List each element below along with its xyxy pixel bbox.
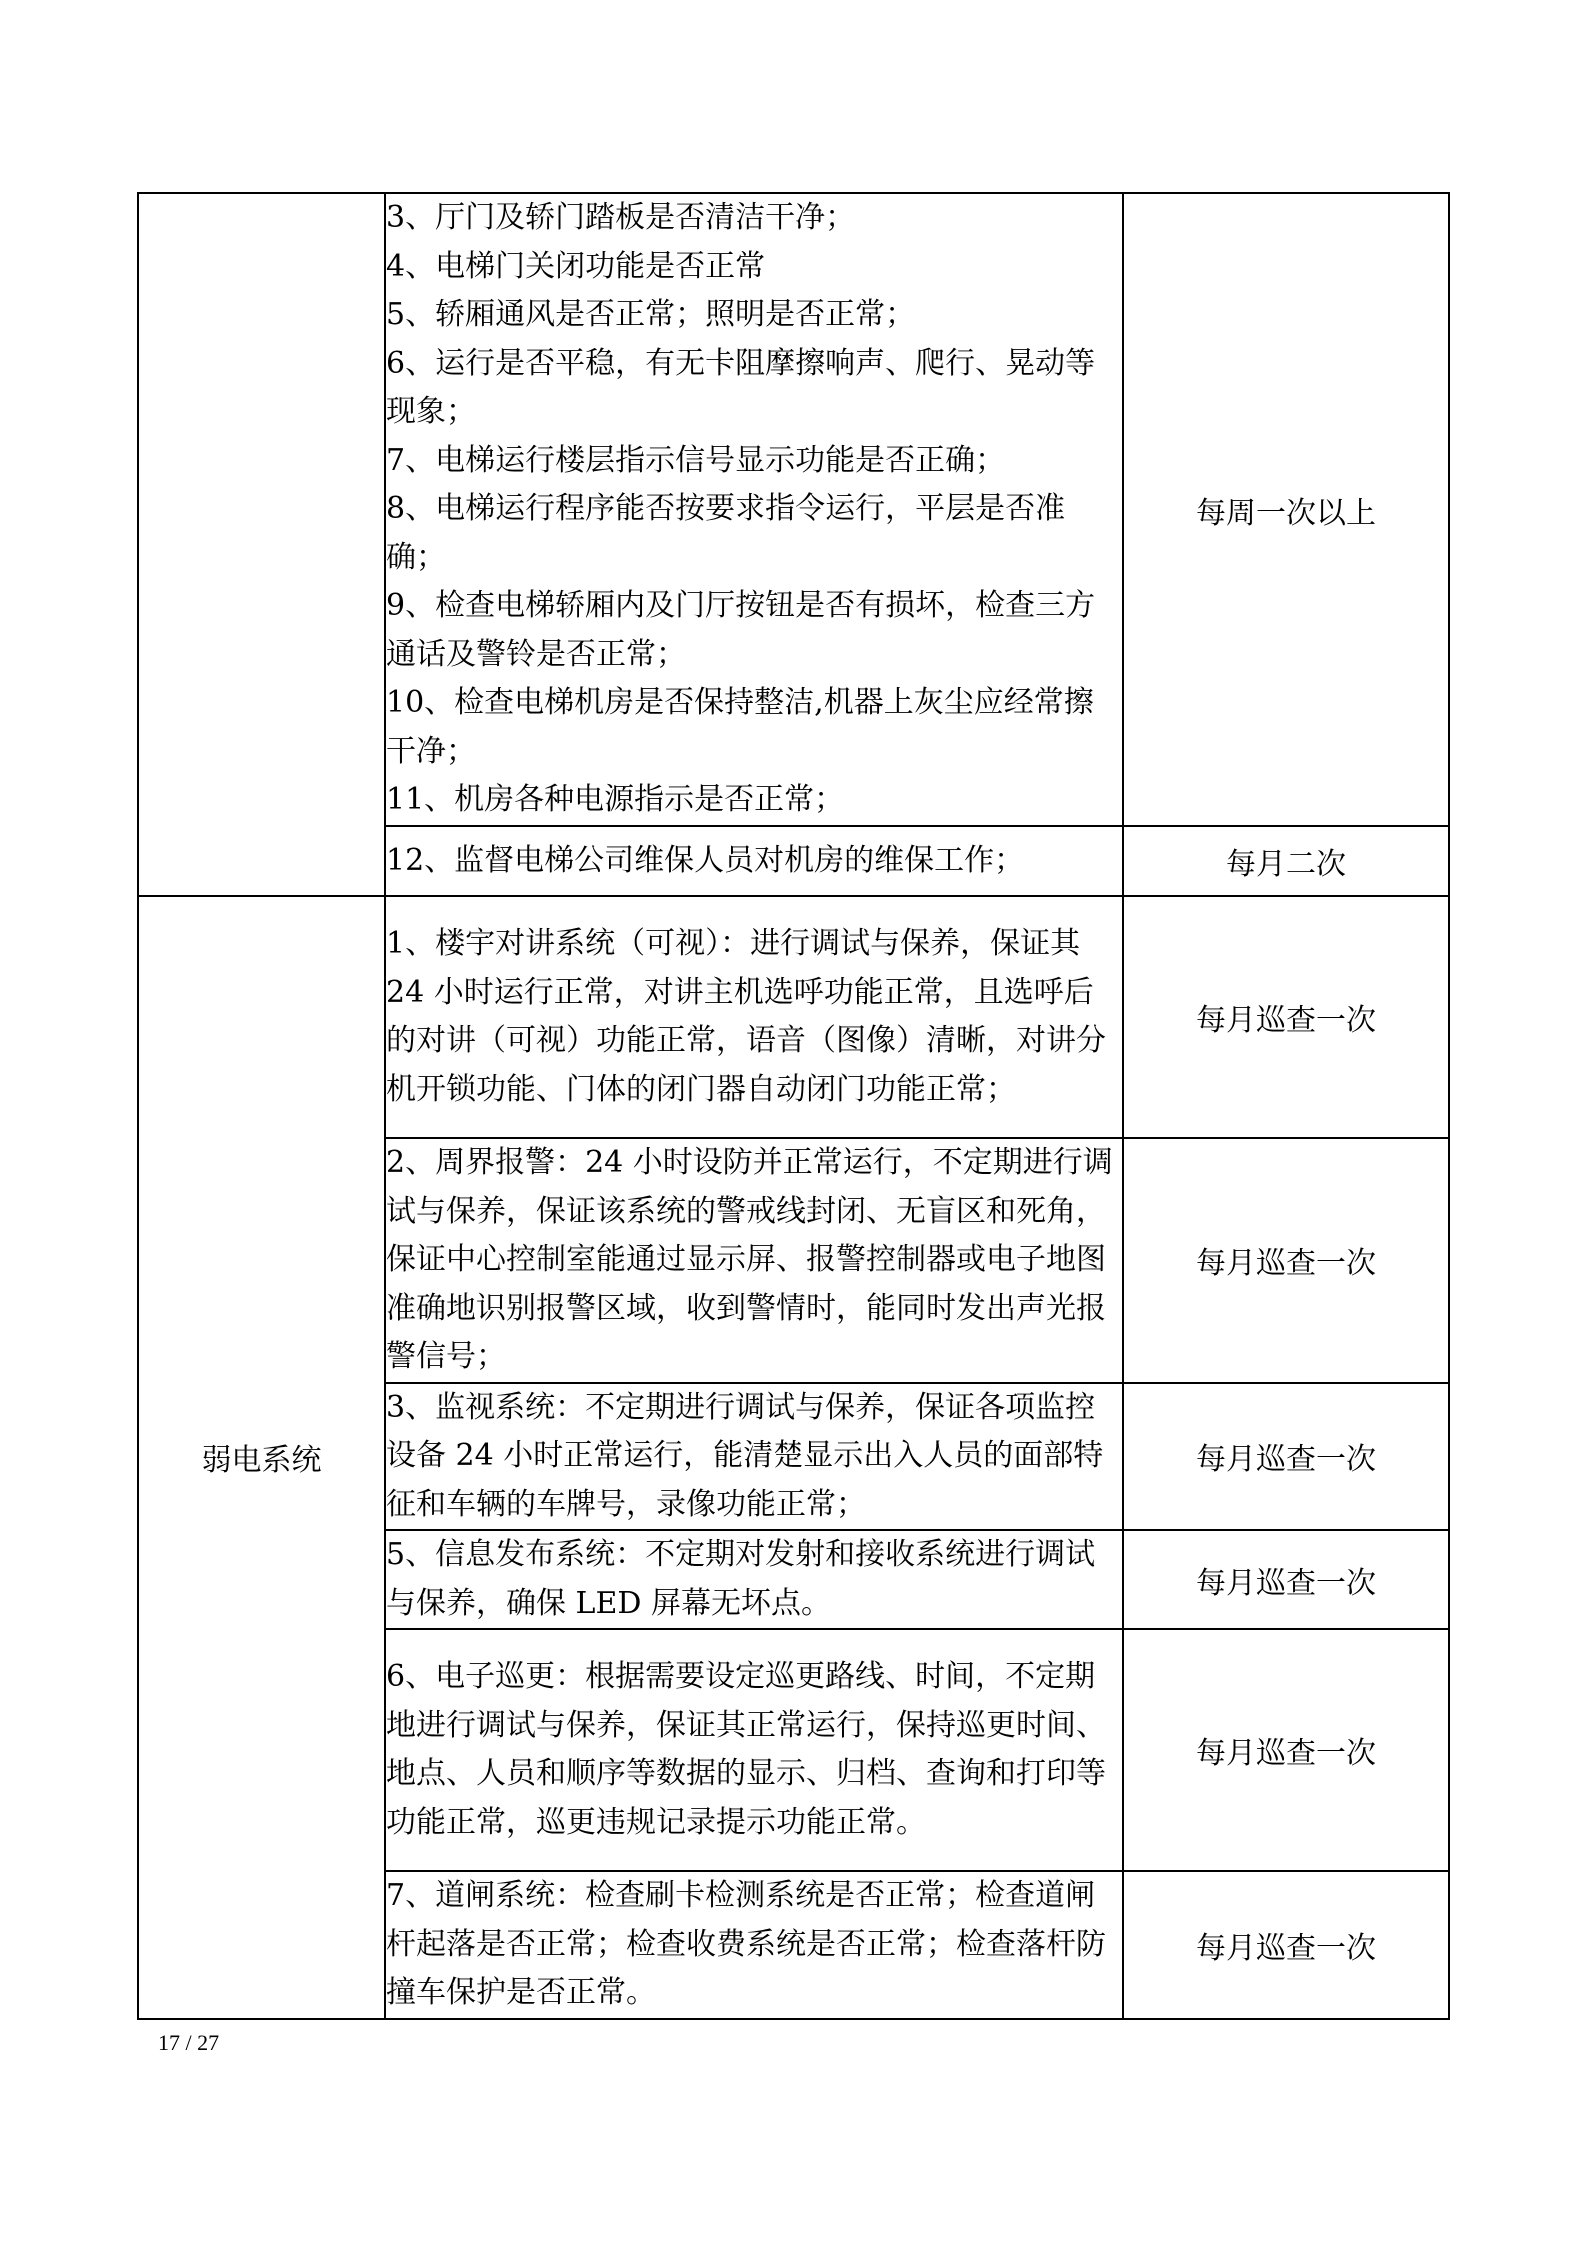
frequency-cell: 每周一次以上 <box>1123 193 1449 826</box>
description-cell <box>385 826 1123 896</box>
description-cell <box>385 1138 1123 1383</box>
description-cell <box>385 1383 1123 1531</box>
check-item: 1、楼宇对讲系统（可视）：进行调试与保养，保证其 24 小时运行正常，对讲主机选呼功能正常，且选呼后的对讲（可视）功能正常，语音（图像）清晰，对讲分机开锁功能、门体的闭门器自动闭门功能正常； <box>386 926 1106 1107</box>
frequency-cell: 每月巡查一次 <box>1123 1629 1449 1871</box>
category-cell <box>138 193 385 896</box>
category-cell: 弱电系统 <box>138 896 385 2019</box>
description-cell <box>385 193 1123 826</box>
check-item: 3、厅门及轿门踏板是否清洁干净； <box>386 200 856 236</box>
check-item: 12、监督电梯公司维保人员对机房的维保工作； <box>386 842 1025 878</box>
description-cell <box>385 896 1123 1138</box>
frequency-cell: 每月巡查一次 <box>1123 1530 1449 1629</box>
check-item: 7、道闸系统：检查刷卡检测系统是否正常；检查道闸杆起落是否正常；检查收费系统是否正常；检查落杆防撞车保护是否正常。 <box>386 1878 1106 2010</box>
check-item: 9、检查电梯轿厢内及门厅按钮是否有损坏，检查三方通话及警铃是否正常； <box>386 588 1096 672</box>
frequency-cell: 每月巡查一次 <box>1123 896 1449 1138</box>
check-item: 3、监视系统：不定期进行调试与保养，保证各项监控设备 24 小时正常运行，能清楚显示出入人员的面部特征和车辆的车牌号，录像功能正常； <box>386 1389 1104 1522</box>
frequency-cell: 每月巡查一次 <box>1123 1383 1449 1531</box>
check-item: 11、机房各种电源指示是否正常； <box>386 782 845 818</box>
frequency-cell: 每月巡查一次 <box>1123 1871 1449 2019</box>
check-item: 6、电子巡更：根据需要设定巡更路线、时间，不定期地进行调试与保养，保证其正常运行，保持巡更时间、地点、人员和顺序等数据的显示、归档、查询和打印等功能正常，巡更违规记录提示功能正常。 <box>386 1659 1106 1840</box>
table-row <box>138 193 1449 826</box>
check-item: 10、检查电梯机房是否保持整洁,机器上灰尘应经常擦干净； <box>386 685 1094 769</box>
description-cell <box>385 1530 1123 1629</box>
check-item: 7、电梯运行楼层指示信号显示功能是否正确； <box>386 442 1006 478</box>
table-row <box>138 896 1449 1138</box>
frequency-cell: 每月巡查一次 <box>1123 1138 1449 1383</box>
check-item: 6、运行是否平稳，有无卡阻摩擦响声、爬行、晃动等现象； <box>386 345 1096 430</box>
check-item: 5、轿厢通风是否正常；照明是否正常； <box>386 297 916 333</box>
check-item: 5、信息发布系统：不定期对发射和接收系统进行调试与保养，确保 LED 屏幕无坏点。 <box>386 1537 1096 1621</box>
frequency-cell: 每月二次 <box>1123 826 1449 896</box>
check-item: 8、电梯运行程序能否按要求指令运行，平层是否准确； <box>386 491 1066 575</box>
description-cell <box>385 1629 1123 1871</box>
check-item: 2、周界报警：24 小时设防并正常运行，不定期进行调试与保养，保证该系统的警戒线封闭、无盲区和死角，保证中心控制室能通过显示屏、报警控制器或电子地图准确地识别报警区域，收到警情时，能同时发出声光报警信号； <box>386 1145 1113 1374</box>
check-item: 4、电梯门关闭功能是否正常 <box>386 248 766 284</box>
page-number: 17 / 27 <box>158 2030 220 2055</box>
description-cell <box>385 1871 1123 2019</box>
maintenance-schedule-table <box>137 192 1450 2020</box>
